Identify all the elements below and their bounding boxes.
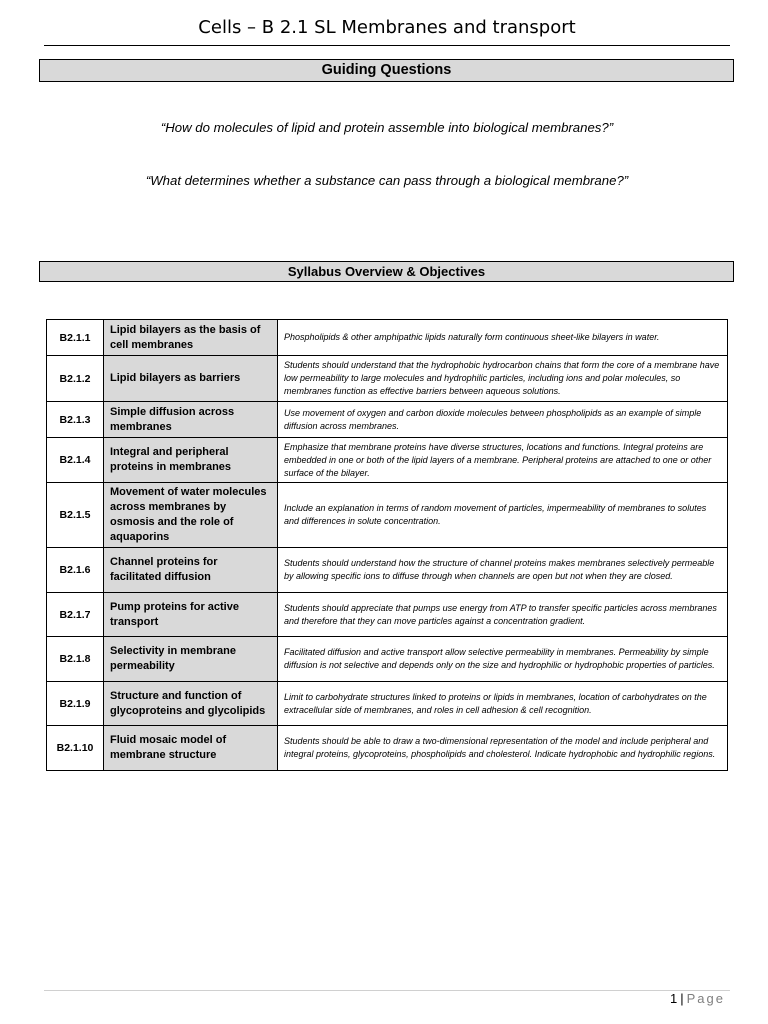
objective-description: Facilitated diffusion and active transport allow selective permeability in membranes. Permeability by simple diffusion is not selective and depends only on the size and hydrophilic or hydrophobic properties of particles.: [278, 637, 728, 682]
page-label: Page: [686, 991, 725, 1006]
footer-separator: |: [680, 991, 684, 1006]
objective-topic: Lipid bilayers as the basis of cell membranes: [104, 320, 278, 356]
objective-topic: Selectivity in membrane permeability: [104, 637, 278, 682]
table-row: [47, 483, 728, 548]
objective-code: B2.1.6: [47, 548, 104, 593]
table-row: [47, 593, 728, 637]
objective-code: B2.1.1: [47, 320, 104, 356]
objective-code: B2.1.3: [47, 402, 104, 438]
guiding-question-1: “How do molecules of lipid and protein assemble into biological membranes?”: [160, 120, 614, 135]
objective-description: Include an explanation in terms of random movement of particles, impermeability of membranes to solutes and differences in solute concentration.: [278, 483, 728, 548]
table-row: [47, 637, 728, 682]
objective-description: Emphasize that membrane proteins have diverse structures, locations and functions. Integral proteins are embedded in one or both of the lipid layers of a membrane. Peripheral proteins are attached to one or other surface of the bilayer.: [278, 438, 728, 483]
objective-code: B2.1.5: [47, 483, 104, 548]
objective-description: Students should be able to draw a two-dimensional representation of the model and include peripheral and integral proteins, glycoproteins, phospholipids and cholesterol. Indicate hydrophobic and hydrophilic regions.: [278, 726, 728, 771]
objective-code: B2.1.7: [47, 593, 104, 637]
objective-description: Students should appreciate that pumps use energy from ATP to transfer specific particles across membranes and therefore that they can move particles against a concentration gradient.: [278, 593, 728, 637]
objective-description: Students should understand that the hydrophobic hydrocarbon chains that form the core of a membrane have low permeability to large molecules and hydrophilic particles, including ions and polar molecules, so membranes function as effective barriers between aqueous solutions.: [278, 356, 728, 402]
syllabus-table: [46, 319, 728, 771]
title-divider: [44, 45, 730, 46]
footer-divider: [44, 990, 730, 991]
table-row: [47, 548, 728, 593]
objective-description: Use movement of oxygen and carbon dioxide molecules between phospholipids as an example of simple diffusion across membranes.: [278, 402, 728, 438]
objective-code: B2.1.8: [47, 637, 104, 682]
table-row: [47, 726, 728, 771]
objective-code: B2.1.9: [47, 682, 104, 726]
guiding-question-2: “What determines whether a substance can pass through a biological membrane?”: [145, 173, 629, 188]
objective-topic: Integral and peripheral proteins in membranes: [104, 438, 278, 483]
objective-code: B2.1.4: [47, 438, 104, 483]
objective-topic: Pump proteins for active transport: [104, 593, 278, 637]
page-number: 1: [670, 991, 678, 1006]
table-row: [47, 320, 728, 356]
objective-description: Phospholipids & other amphipathic lipids naturally form continuous sheet-like bilayers in water.: [278, 320, 728, 356]
objective-topic: Structure and function of glycoproteins and glycolipids: [104, 682, 278, 726]
objective-code: B2.1.10: [47, 726, 104, 771]
table-row: [47, 438, 728, 483]
objective-description: Students should understand how the structure of channel proteins makes membranes selectively permeable by allowing specific ions to diffuse through when channels are open but not when they are closed.: [278, 548, 728, 593]
objective-description: Limit to carbohydrate structures linked to proteins or lipids in membranes, location of carbohydrates on the extracellular side of membranes, and roles in cell adhesion & cell recognition.: [278, 682, 728, 726]
objective-topic: Fluid mosaic model of membrane structure: [104, 726, 278, 771]
page-footer: [670, 991, 725, 1006]
document-title: Cells – B 2.1 SL Membranes and transport: [198, 17, 576, 38]
objective-topic: Lipid bilayers as barriers: [104, 356, 278, 402]
syllabus-heading: Syllabus Overview & Objectives: [39, 261, 734, 282]
objective-topic: Movement of water molecules across membranes by osmosis and the role of aquaporins: [104, 483, 278, 548]
guiding-questions-heading: Guiding Questions: [39, 59, 734, 82]
table-row: [47, 402, 728, 438]
objective-topic: Channel proteins for facilitated diffusion: [104, 548, 278, 593]
table-row: [47, 356, 728, 402]
objective-code: B2.1.2: [47, 356, 104, 402]
objective-topic: Simple diffusion across membranes: [104, 402, 278, 438]
table-row: [47, 682, 728, 726]
